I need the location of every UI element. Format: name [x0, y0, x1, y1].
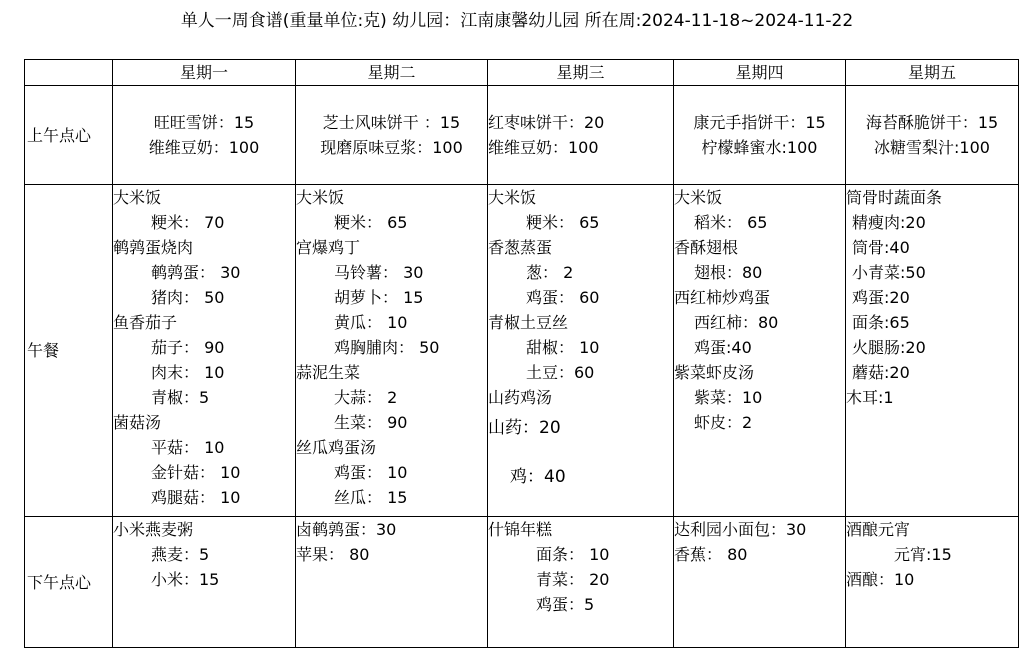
ingredient: 丝瓜： 15 — [334, 488, 408, 507]
menu-item: 芝士风味饼干 ：15 — [322, 113, 461, 132]
day-header-wed: 星期三 — [488, 60, 674, 86]
ingredient: 土豆：60 — [526, 363, 595, 382]
ingredient: 茄子： 90 — [151, 338, 225, 357]
dish-name: 宫爆鸡丁 — [296, 238, 361, 257]
am-snack-mon — [113, 86, 296, 185]
menu-item: 苹果： 80 — [296, 545, 370, 564]
am-snack-fri — [846, 86, 1019, 185]
ingredient: 鹌鹑蛋： 30 — [151, 263, 241, 282]
am-snack-tue — [296, 86, 488, 185]
menu-item: 红枣味饼干：20 — [488, 113, 605, 132]
ingredient: 稻米： 65 — [694, 213, 768, 232]
menu-item: 海苔酥脆饼干：15 — [865, 113, 999, 132]
dish-name: 筒骨时蔬面条 — [846, 188, 943, 207]
ingredient: 鸡胸脯肉： 50 — [334, 338, 440, 357]
menu-item: 柠檬蜂蜜水:100 — [701, 138, 818, 157]
dish-name: 青椒土豆丝 — [488, 313, 569, 332]
ingredient: 紫菜：10 — [694, 388, 763, 407]
ingredient: 鸡蛋:20 — [852, 288, 910, 307]
ingredient: 筒骨:40 — [852, 238, 910, 257]
pm-snack-row — [25, 517, 1019, 648]
ingredient: 虾皮：2 — [694, 413, 753, 432]
ingredient: 翅根：80 — [694, 263, 763, 282]
row-label-pm-snack: 下午点心 — [25, 517, 113, 648]
ingredient: 金针菇： 10 — [151, 463, 241, 482]
dish-name: 酒酿元宵 — [846, 520, 911, 539]
pm-snack-fri — [846, 517, 1019, 648]
day-header-thu: 星期四 — [674, 60, 846, 86]
ingredient: 马铃薯： 30 — [334, 263, 424, 282]
day-header-fri: 星期五 — [846, 60, 1019, 86]
am-snack-wed — [488, 86, 674, 185]
lunch-tue — [296, 185, 488, 517]
ingredient: 甜椒： 10 — [526, 338, 600, 357]
dish-name: 蒜泥生菜 — [296, 363, 361, 382]
ingredient: 葱： 2 — [526, 263, 574, 282]
ingredient: 木耳:1 — [846, 388, 894, 407]
ingredient: 鸡腿菇： 10 — [151, 488, 241, 507]
dish-name: 香酥翅根 — [674, 238, 739, 257]
menu-item: 维维豆奶：100 — [148, 138, 260, 157]
menu-item: 旺旺雪饼：15 — [153, 113, 255, 132]
ingredient: 青椒：5 — [151, 388, 210, 407]
dish-name: 西红柿炒鸡蛋 — [674, 288, 771, 307]
dish-name: 什锦年糕 — [488, 520, 553, 539]
ingredient: 粳米： 65 — [334, 213, 408, 232]
ingredient: 精瘦肉:20 — [852, 213, 926, 232]
ingredient: 面条： 10 — [536, 545, 610, 564]
ingredient: 鸡：40 — [510, 467, 566, 487]
dish-name: 小米燕麦粥 — [113, 520, 194, 539]
dish-name: 紫菜虾皮汤 — [674, 363, 755, 382]
ingredient: 蘑菇:20 — [852, 363, 910, 382]
dish-name: 鱼香茄子 — [113, 313, 178, 332]
am-snack-row — [25, 86, 1019, 185]
ingredient: 火腿肠:20 — [852, 338, 926, 357]
menu-item: 现磨原味豆浆：100 — [320, 138, 463, 157]
dish-name: 鹌鹑蛋烧肉 — [113, 238, 194, 257]
header-row — [25, 60, 1019, 86]
ingredient: 粳米： 70 — [151, 213, 225, 232]
menu-item: 康元手指饼干：15 — [693, 113, 826, 132]
dish-name: 大米饭 — [113, 188, 162, 207]
ingredient: 小米：15 — [151, 570, 220, 589]
lunch-thu — [674, 185, 846, 517]
dish-name: 菌菇汤 — [113, 413, 162, 432]
lunch-fri — [846, 185, 1019, 517]
day-header-mon: 星期一 — [113, 60, 296, 86]
lunch-mon — [113, 185, 296, 517]
ingredient: 面条:65 — [852, 313, 910, 332]
menu-item: 香蕉： 80 — [674, 545, 748, 564]
weekly-menu-table — [24, 59, 1019, 648]
ingredient: 生菜： 90 — [334, 413, 408, 432]
menu-item: 卤鹌鹑蛋：30 — [296, 520, 397, 539]
menu-item: 达利园小面包：30 — [674, 520, 807, 539]
ingredient: 平菇： 10 — [151, 438, 225, 457]
am-snack-thu — [674, 86, 846, 185]
ingredient: 元宵:15 — [894, 545, 952, 564]
pm-snack-wed — [488, 517, 674, 648]
day-header-tue: 星期二 — [296, 60, 488, 86]
ingredient: 酒酿：10 — [846, 570, 915, 589]
pm-snack-mon — [113, 517, 296, 648]
ingredient: 鸡蛋： 10 — [334, 463, 408, 482]
ingredient: 肉末： 10 — [151, 363, 225, 382]
dish-name: 丝瓜鸡蛋汤 — [296, 438, 377, 457]
dish-name: 大米饭 — [488, 188, 537, 207]
ingredient: 胡萝卜： 15 — [334, 288, 424, 307]
ingredient: 大蒜： 2 — [334, 388, 398, 407]
pm-snack-tue — [296, 517, 488, 648]
ingredient: 粳米： 65 — [526, 213, 600, 232]
ingredient: 燕麦：5 — [151, 545, 210, 564]
ingredient: 小青菜:50 — [852, 263, 926, 282]
dish-name: 大米饭 — [296, 188, 345, 207]
ingredient: 黄瓜： 10 — [334, 313, 408, 332]
ingredient: 猪肉： 50 — [151, 288, 225, 307]
ingredient: 青菜： 20 — [536, 570, 610, 589]
corner-cell — [25, 60, 113, 86]
ingredient: 鸡蛋： 60 — [526, 288, 600, 307]
dish-name: 山药鸡汤 — [488, 388, 553, 407]
menu-item: 冰糖雪梨汁:100 — [874, 138, 990, 157]
row-label-am-snack: 上午点心 — [25, 86, 113, 185]
pm-snack-thu — [674, 517, 846, 648]
page-title: 单人一周食谱(重量单位:克) 幼儿园：江南康馨幼儿园 所在周:2024-11-18~2024-11-22 — [180, 11, 854, 31]
lunch-row — [25, 185, 1019, 517]
menu-item: 维维豆奶：100 — [488, 138, 599, 157]
ingredient: 鸡蛋:40 — [694, 338, 752, 357]
dish-name: 香葱蒸蛋 — [488, 238, 553, 257]
dish-name: 大米饭 — [674, 188, 723, 207]
ingredient: 鸡蛋：5 — [536, 595, 595, 614]
ingredient: 西红柿：80 — [694, 313, 779, 332]
ingredient: 山药：20 — [488, 418, 561, 438]
row-label-lunch: 午餐 — [25, 185, 113, 517]
lunch-wed — [488, 185, 674, 517]
